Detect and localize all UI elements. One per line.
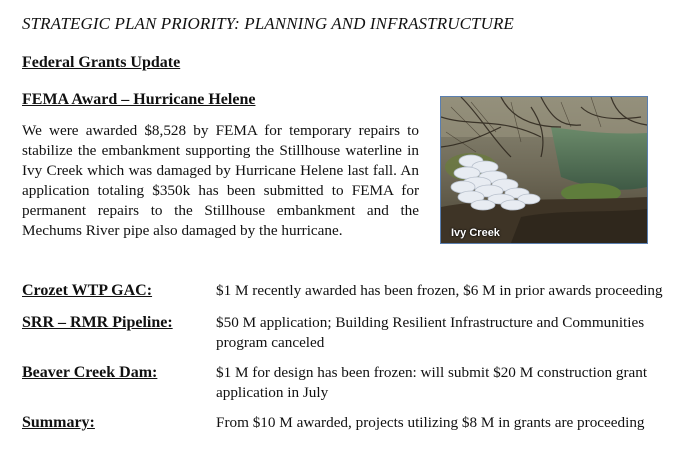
- row-label-beaver-creek-dam: Beaver Creek Dam:: [22, 364, 158, 381]
- ivy-creek-photo: [440, 96, 648, 244]
- row-text-srr-rmr-pipeline: $50 M application; Building Resilient Infrastructure and Communities program canceled: [216, 314, 645, 351]
- fema-award-title: FEMA Award – Hurricane Helene: [22, 91, 256, 108]
- photo-caption: Ivy Creek: [451, 227, 500, 239]
- row-text-beaver-creek-dam: $1 M for design has been frozen: will submit $20 M construction grant application in July: [216, 364, 648, 401]
- fema-award-paragraph: We were awarded $8,528 by FEMA for temporary repairs to stabilize the embankment supporting the Stillhouse waterline in Ivy Creek which was damaged by Hurricane Helene last fall. An application totaling $350k has been submitted to FEMA for permanent repairs to the Stillhouse embankment and the Mechums River pipe also damaged by the hurricane.: [22, 122, 419, 239]
- section-title: Federal Grants Update: [22, 54, 181, 71]
- row-text-crozet-wtp-gac: $1 M recently awarded has been frozen, $6 M in prior awards proceeding: [216, 282, 663, 299]
- row-text-summary: From $10 M awarded, projects utilizing $8 M in grants are proceeding: [216, 414, 645, 431]
- strategic-priority-header: STRATEGIC PLAN PRIORITY: PLANNING AND INFRASTRUCTURE: [22, 14, 514, 33]
- ivy-creek-photo-image: [441, 97, 647, 243]
- row-label-crozet-wtp-gac: Crozet WTP GAC:: [22, 282, 153, 299]
- row-label-srr-rmr-pipeline: SRR – RMR Pipeline:: [22, 314, 173, 331]
- row-label-summary: Summary:: [22, 414, 95, 431]
